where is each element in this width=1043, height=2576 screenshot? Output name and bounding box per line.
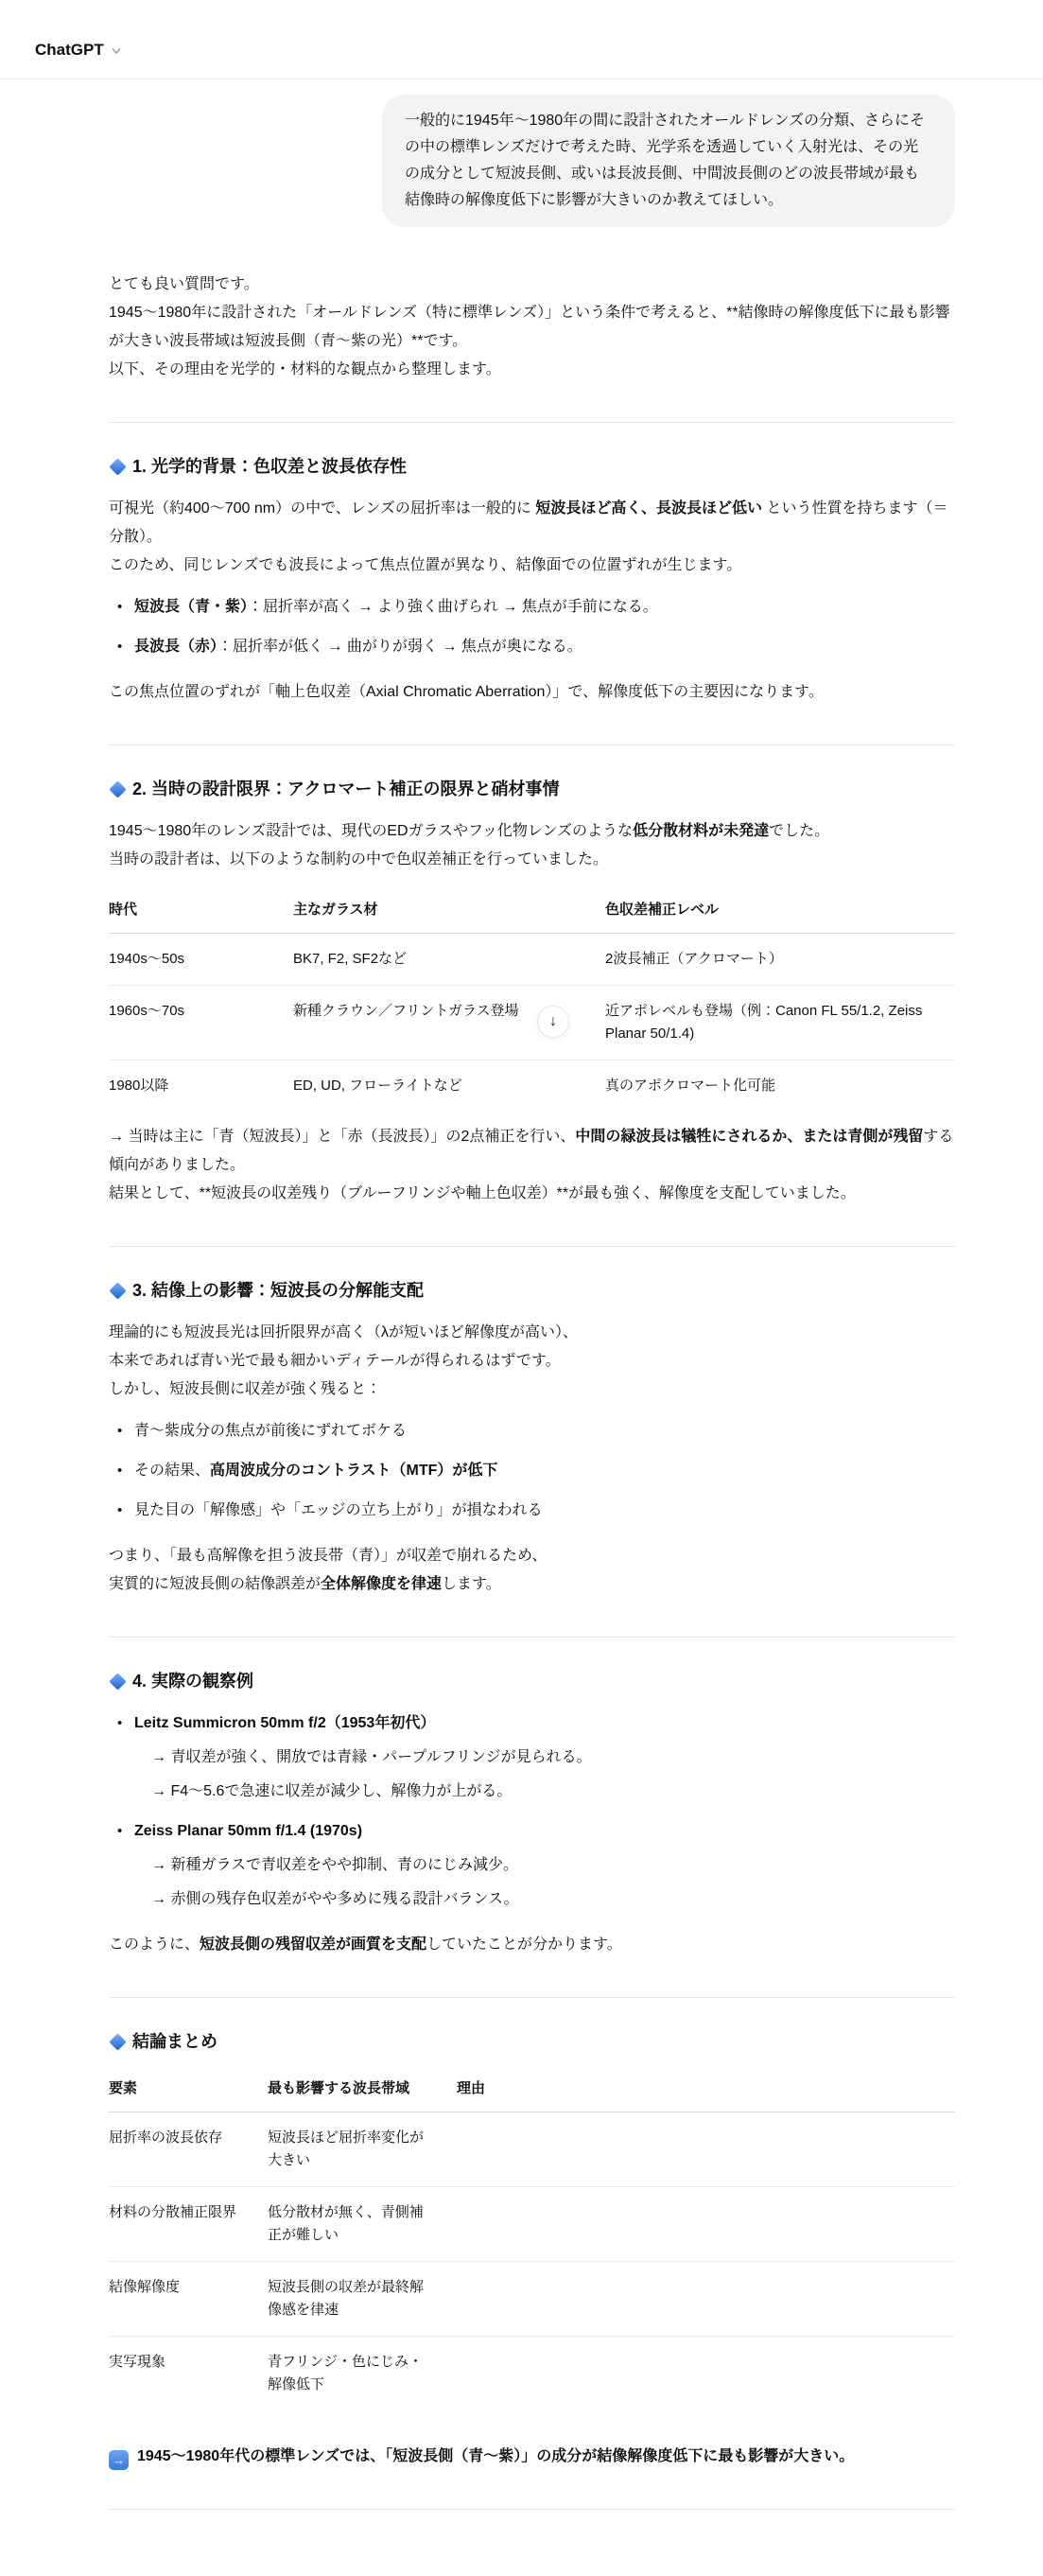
table-cell: 近アポレベルも登場（例：Canon FL 55/1.2, Zeiss Planar 50/1.4) (605, 986, 955, 1060)
lens-name: • Leitz Summicron 50mm f/2（1953年初代） (134, 1715, 436, 1731)
section-3-paragraph (109, 1542, 955, 1599)
table-cell: 結像解像度 (109, 2262, 268, 2337)
model-selector[interactable]: ChatGPT (35, 41, 104, 59)
text: でした。 (769, 823, 830, 839)
table-cell: 実写現象 (109, 2354, 166, 2370)
table-cell: 短波長側の収差が最終解像感を律速 (268, 2262, 457, 2337)
list-item (109, 1417, 955, 1446)
table-cell (457, 2187, 955, 2262)
list-item (109, 593, 955, 622)
text: 青〜紫成分の焦点が前後にずれてボケる (134, 1423, 408, 1439)
table-header-row (109, 2072, 955, 2112)
section-1-paragraph (109, 495, 955, 580)
section-3-bullet-list (109, 1417, 955, 1525)
blue-diamond-icon (109, 458, 126, 475)
table-cell: 1960s〜70s (109, 986, 293, 1060)
table-header-cell: 主なガラス材 (293, 893, 605, 934)
text: という性質を持ちます（＝分散）。 (109, 500, 948, 545)
table-cell: ED, UD, フローライトなど (293, 1078, 462, 1094)
list-item (109, 1817, 955, 1914)
table-cell (457, 2262, 955, 2337)
list-item (109, 1709, 955, 1806)
blue-diamond-icon (109, 780, 126, 797)
blue-diamond-icon (109, 2033, 126, 2050)
bold-text: 低分散材料が未発達 (633, 823, 770, 839)
section-1-title: 1. 光学的背景：色収差と波長依存性 (132, 457, 408, 476)
text: 1945〜1980年のレンズ設計では、現代のEDガラスやフッ化物レンズのような (109, 823, 634, 839)
section-4-heading (109, 1670, 955, 1692)
text: このため、同じレンズでも波長によって焦点位置が異なり、結像面での位置ずれが生じます。 (109, 557, 742, 573)
text: 見た目の「解像感」や「エッジの立ち上がり」が損なわれる (134, 1502, 543, 1518)
text: 理論的にも短波長光は回折限界が高く（λが短いほど解像度が高い）、 (109, 1324, 579, 1341)
section-2-paragraph (109, 817, 955, 874)
section-4-observation-list (109, 1709, 955, 1914)
text: → 当時は主に「青（短波長）」と「赤（長波長）」の2点補正を行い、 (109, 1129, 576, 1145)
table-cell: 2波長補正（アクロマート） (605, 934, 955, 986)
bold-text: 全体解像度を律速 (321, 1576, 443, 1592)
app-header (0, 0, 1043, 79)
table-cell: 材料の分散補正限界 (109, 2187, 268, 2262)
section-4-paragraph (109, 1931, 955, 1959)
table-cell: 低分散材が無く、青側補正が難しい (268, 2187, 457, 2262)
final-conclusion (109, 2443, 955, 2471)
list-item (109, 1457, 955, 1485)
bottom-spacer (109, 2510, 955, 2576)
text: 当時の設計者は、以下のような制約の中で色収差補正を行っていました。 (109, 851, 609, 867)
bold-text: 長波長（赤） (134, 639, 218, 655)
section-1-heading (109, 455, 955, 478)
table-header-cell: 最も影響する波長帯域 (268, 2072, 457, 2112)
table-header-cell: 理由 (457, 2072, 955, 2112)
assistant-message (109, 271, 955, 2576)
section-3-heading (109, 1279, 955, 1302)
bold-text: 短波長ほど高く、長波長ほど低い (535, 500, 762, 517)
section-2-paragraph (109, 1123, 955, 1208)
table-cell: 屈折率の波長依存 (109, 2112, 268, 2187)
text: 実質的に短波長側の結像誤差が (109, 1576, 322, 1592)
text: しかし、短波長側に収差が強く残ると： (109, 1381, 382, 1397)
section-1-paragraph (109, 678, 955, 707)
text: します。 (442, 1576, 501, 1592)
divider (109, 1637, 955, 1638)
bold-text: 短波長側の残留収差が画質を支配 (200, 1936, 427, 1953)
table-row (109, 986, 955, 1060)
text: する傾向がありました。 (109, 1129, 954, 1173)
lens-name: • Zeiss Planar 50mm f/1.4 (1970s) (134, 1823, 363, 1839)
table-cell: 短波長ほど屈折率変化が大きい (268, 2112, 457, 2187)
conclusion-summary-table (109, 2072, 955, 2410)
conclusion-heading (109, 2030, 955, 2053)
user-message-text: 一般的に1945年〜1980年の間に設計されたオールドレンズの分類、さらにその中の標準レンズだけで考えた時、光学系を透過していく入射光は、その光の成分として短波長側、或いは長波長側、中間波長側のどの波長帯域が最も結像時の解像度低下に影響が大きいのか教えてほしい。 (405, 113, 925, 208)
user-message-row (109, 95, 955, 227)
arrow-right-badge-icon: → (109, 2450, 129, 2470)
table-cell: 新種クラウン／フリントガラス登場 (293, 986, 605, 1060)
user-message-bubble (382, 95, 955, 227)
section-3-title: 3. 結像上の影響：短波長の分解能支配 (132, 1281, 425, 1300)
text: つまり、「最も高解像を担う波長帯（青）」が収差で崩れるため、 (109, 1548, 548, 1564)
blue-diamond-icon (109, 1282, 126, 1299)
section-1-bullet-list (109, 593, 955, 661)
table-row (109, 2262, 955, 2337)
list-item (109, 1497, 955, 1525)
table-row (109, 2112, 955, 2187)
blue-diamond-icon (109, 1673, 126, 1690)
table-cell: BK7, F2, SF2など (293, 934, 605, 986)
table-header-row (109, 893, 955, 934)
assistant-intro: とても良い質問です。 1945〜1980年に設計された「オールドレンズ（特に標準レンズ）」という条件で考えると、**結像時の解像度低下に最も影響が大きい波長帯域は短波長側（青〜紫の光）**です。 以下、その理由を光学的・材料的な観点から整理します。 (109, 276, 950, 377)
table-cell (457, 2112, 955, 2187)
table-row (109, 2187, 955, 2262)
table-header-cell: 色収差補正レベル (605, 893, 955, 934)
bold-text: 1945〜1980年代の標準レンズでは、「短波長側（青〜紫）」の成分が結像解像度低下に最も影響が大きい。 (137, 2448, 855, 2464)
table-cell: 1940s〜50s (109, 934, 293, 986)
observation-line: → 赤側の残存色収差がやや多めに残る設計バランス。 (151, 1891, 519, 1907)
table-row (109, 2337, 955, 2411)
text: していたことが分かります。 (426, 1936, 622, 1953)
observation-line: → 新種ガラスで青収差をやや抑制、青のにじみ減少。 (151, 1857, 518, 1873)
down-arrow-icon: ↓ (549, 1013, 557, 1029)
bold-text: 短波長（青・紫） (134, 599, 249, 615)
text: このように、 (109, 1936, 200, 1953)
scroll-to-bottom-button[interactable] (537, 1006, 569, 1038)
section-2-heading (109, 778, 955, 800)
bold-text: 中間の緑波長は犠牲にされるか、または青側が残留 (575, 1129, 924, 1145)
chevron-down-icon[interactable] (110, 44, 123, 58)
final-conclusion-text (137, 2448, 854, 2464)
divider (109, 1997, 955, 1998)
text: 可視光（約400〜700 nm）の中で、レンズの屈折率は一般的に (109, 500, 536, 517)
section-3-paragraph (109, 1319, 955, 1404)
table-row (109, 934, 955, 986)
table-row (109, 1060, 955, 1113)
bold-text: 高周波成分のコントラスト（MTF）が低下 (210, 1463, 498, 1479)
table-header-cell: 要素 (109, 2072, 268, 2112)
table-cell: 真のアポクロマート化可能 (605, 1078, 776, 1094)
table-cell (457, 2337, 955, 2411)
section-2-title: 2. 当時の設計限界：アクロマート補正の限界と硝材事情 (132, 780, 560, 798)
table-header-cell: 時代 (109, 893, 293, 934)
observation-line: → 青収差が強く、開放では青縁・パープルフリンジが見られる。 (151, 1749, 592, 1765)
conclusion-title: 結論まとめ (132, 2032, 217, 2051)
observation-line: → F4〜5.6で急速に収差が減少し、解像力が上がる。 (151, 1783, 513, 1799)
section-4-title: 4. 実際の観察例 (132, 1672, 254, 1691)
divider (109, 422, 955, 423)
text: 結果として、**短波長の収差残り（ブルーフリンジや軸上色収差）**が最も強く、解像度を支配していました。 (109, 1185, 856, 1201)
list-item (109, 633, 955, 661)
divider (109, 1246, 955, 1247)
text: この焦点位置のずれが「軸上色収差（Axial Chromatic Aberration）」で、解像度低下の主要因になります。 (109, 684, 824, 700)
text: その結果、 (134, 1463, 211, 1479)
text: 本来であれば青い光で最も細かいディテールが得られるはずです。 (109, 1353, 561, 1369)
text: ：屈折率が高く → より強く曲げられ → 焦点が手前になる。 (248, 599, 658, 615)
table-cell: 青フリンジ・色にじみ・解像低下 (268, 2354, 424, 2392)
conversation (109, 95, 955, 2576)
text: ：屈折率が低く → 曲がりが弱く → 焦点が奥になる。 (217, 639, 582, 655)
glass-era-table (109, 893, 955, 1112)
table-cell: 1980以降 (109, 1078, 169, 1094)
